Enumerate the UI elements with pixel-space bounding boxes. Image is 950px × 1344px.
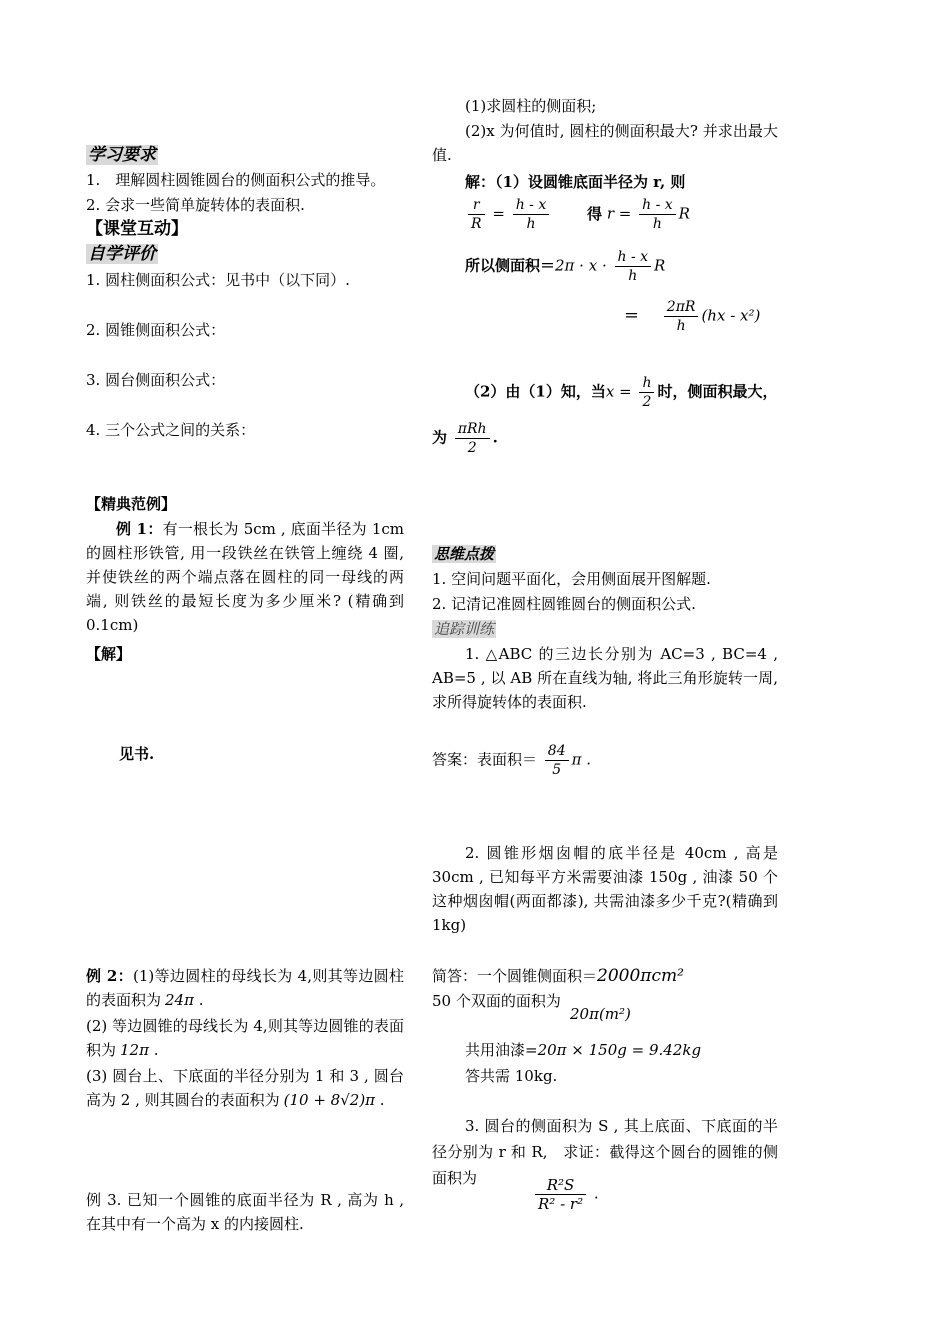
fraction-R2S-over-R2-minus-r2: $\frac{\text{R²S}}{\text{R² - r²}}$: [535, 1176, 586, 1213]
practice-2-answer-1-label: 简答：一个圆锥侧面积＝: [432, 967, 598, 985]
fraction-hx-over-h-3: $\frac{h - x}{h}$: [615, 248, 652, 285]
ratio-equation: $\frac{r}{R}$ = $\frac{h - x}{h}$ 得 r = $\frac{h - x}{h}$ R: [465, 196, 690, 233]
practice-1-answer: [432, 742, 591, 779]
solution-part-1: 解：（1）设圆锥底面半径为 r, 则: [465, 173, 686, 191]
example-1-label: 例 1：: [116, 520, 163, 538]
thinking-tips-heading: 思维点拨: [434, 545, 495, 563]
cone-lateral-area-value: 2000πcm²: [597, 966, 684, 986]
practice-3-formula: [532, 1176, 599, 1213]
example-1-text: 有一根长为 5cm , 底面半径为 1cm 的圆柱形铁管, 用一段铁丝在铁管上缠绕 4 圈, 并使铁丝的两个端点落在圆柱的同一母线的两端, 则铁丝的最短长度为多少厘米? (精确到 0.1cm): [86, 520, 404, 634]
example-2-part-3: (3) 圆台上、下底面的半径分别为 1 和 3 , 圆台高为 2 , 则其圆台的表面积为 (10 + 8√2)π .: [86, 1067, 404, 1109]
example-3-question-2: (2)x 为何值时, 圆柱的侧面积最大? 并求出最大值.: [432, 122, 778, 164]
hx-minus-x-squared: (hx - x²): [701, 306, 761, 325]
requirement-1: 1. 理解圆柱圆锥圆台的侧面积公式的推导。: [86, 171, 386, 189]
solution-2-prefix: （2）由（1）知，当: [465, 382, 606, 401]
get-label: 得: [587, 204, 603, 223]
see-book-text: 见书.: [119, 745, 155, 763]
practice-2-answer-1: [432, 964, 684, 988]
pi-suffix: π .: [571, 750, 592, 769]
R-factor: R: [678, 204, 690, 223]
fraction-piRh-over-2: $\frac{\text{πRh}}{2}$: [455, 420, 490, 457]
question-3: 3. 圆台侧面积公式：: [86, 371, 226, 389]
practice-2-answer-3: [465, 1038, 701, 1062]
practice-1-answer-label: 答案：表面积＝: [432, 750, 538, 769]
example-2-part-1: 例 2：(1)等边圆柱的母线长为 4,则其等边圆柱的表面积为 24π .: [86, 967, 404, 1009]
requirement-2: 2. 会求一些简单旋转体的表面积.: [86, 196, 305, 214]
lateral-area-simplified: [624, 298, 760, 335]
total-paint-value: 20π × 150g = 9.42kg: [537, 1041, 702, 1059]
fraction-2piR-over-h: $\frac{2\pi R}{h}$: [664, 298, 699, 335]
example-2-part-2: (2) 等边圆锥的母线长为 4,则其等边圆锥的表面积为 12π .: [86, 1017, 404, 1059]
thinking-tip-2: 2. 记清记准圆柱圆锥圆台的侧面积公式.: [432, 595, 696, 613]
max-value-line: 为 $\frac{\text{πRh}}{2}$ .: [432, 421, 498, 456]
fraction-hx-over-h: $\frac{h - x}{h}$: [513, 196, 550, 233]
question-1: 1. 圆柱侧面积公式：见书中（以下同）.: [86, 271, 350, 289]
example-2-q3-answer: (10 + 8√2)π: [283, 1091, 376, 1109]
practice-2-answer-4: 答共需 10kg.: [465, 1067, 558, 1085]
fraction-h-over-2: $\frac{h}{2}$: [639, 374, 654, 411]
double-area-value: 20π(m²): [570, 1005, 631, 1023]
practice-2-answer-2-label: 50 个双面的面积为: [432, 992, 561, 1010]
fraction-r-over-R: $\frac{r}{R}$: [468, 196, 485, 233]
learning-requirements-heading: 学习要求: [88, 145, 156, 165]
R-factor-2: R: [654, 256, 666, 275]
tracking-practice-heading: 追踪训练: [434, 620, 495, 638]
so-lateral-label: 所以侧面积＝: [465, 256, 556, 275]
solution-part-2: [465, 374, 778, 411]
examples-heading: 【精典范例】: [86, 495, 177, 513]
example-2-q2: (2) 等边圆锥的母线长为 4,则其等边圆锥的表面积为: [86, 1017, 404, 1059]
x-equals: x =: [605, 382, 632, 401]
lateral-expression: 2π · x ·: [555, 256, 607, 275]
fraction-hx-over-h-2: $\frac{h - x}{h}$: [639, 196, 676, 233]
fraction-84-over-5: $\frac{84}{5}$: [545, 742, 569, 779]
equals-sign: ＝: [624, 306, 640, 325]
total-paint-label: 共用油漆=: [465, 1041, 538, 1059]
thinking-tip-1: 1. 空间问题平面化，会用侧面展开图解题.: [432, 570, 711, 588]
practice-2: 2. 圆锥形烟囱帽的底半径是 40cm , 高是 30cm , 已知每平方米需要油漆 150g , 油漆 50 个这种烟囱帽(两面都漆), 共需油漆多少千克?(精确到 1kg): [432, 844, 778, 934]
example-2-q3: (3) 圆台上、下底面的半径分别为 1 和 3 , 圆台高为 2 , 则其圆台的表面积为: [86, 1067, 404, 1109]
class-interaction-heading: 【课堂互动】: [86, 219, 188, 239]
question-2: 2. 圆锥侧面积公式：: [86, 321, 226, 339]
example-2-q2-answer: 12π: [120, 1041, 149, 1059]
example-2-label: 例 2：: [86, 967, 133, 985]
self-evaluation-heading: 自学评价: [88, 244, 156, 264]
max-label: 为: [432, 428, 448, 447]
example-1: [86, 517, 404, 637]
r-equals: r =: [606, 204, 632, 223]
question-4: 4. 三个公式之间的关系：: [86, 421, 256, 439]
period: .: [593, 1184, 599, 1203]
practice-3: 3. 圆台的侧面积为 S , 其上底面、下底面的半径分别为 r 和 R, 求证：截得这个圆台的圆锥的侧面积为: [432, 1117, 778, 1187]
practice-1: 1. △ABC 的三边长分别为 AC=3 , BC=4 , AB=5 , 以 AB 所在直线为轴, 将此三角形旋转一周, 求所得旋转体的表面积.: [432, 645, 778, 711]
solution-2-suffix: 时，侧面积最大，: [657, 382, 778, 401]
example-2-q1: (1)等边圆柱的母线长为 4,则其等边圆柱的表面积为: [86, 967, 404, 1009]
solution-label: 【解】: [86, 645, 132, 663]
example-3-question-1: (1)求圆柱的侧面积;: [465, 97, 597, 115]
lateral-area-line: [465, 248, 665, 285]
example-3: 例 3. 已知一个圆锥的底面半径为 R , 高为 h , 在其中有一个高为 x 的内接圆柱.: [86, 1191, 404, 1233]
example-2-q1-answer: 24π: [165, 991, 194, 1009]
